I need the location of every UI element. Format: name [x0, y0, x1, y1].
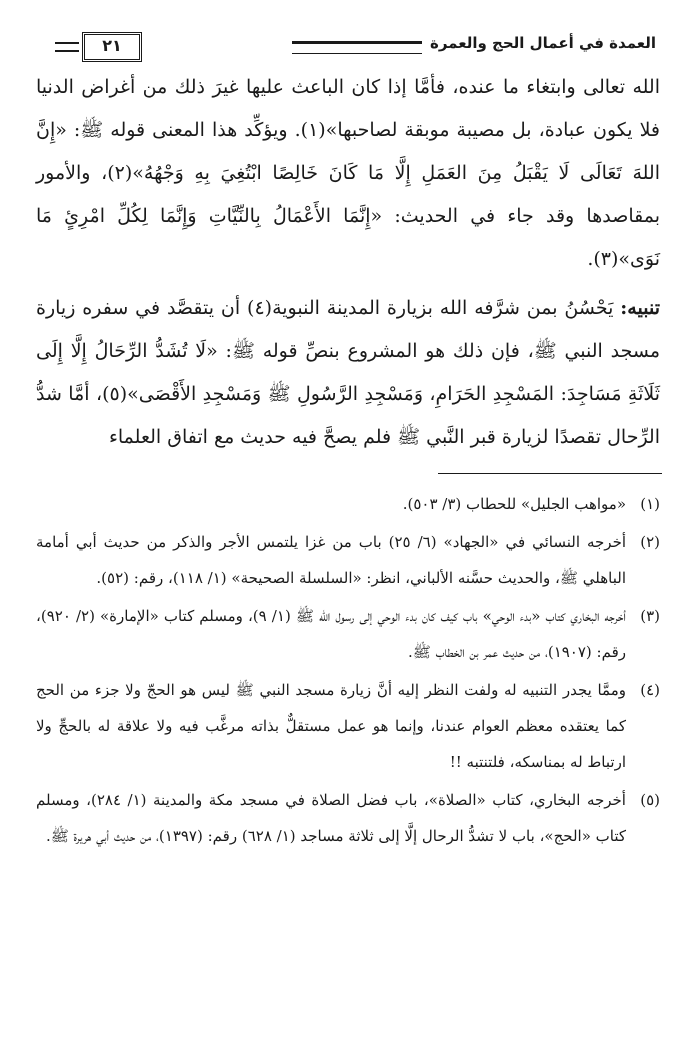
- notice-label: تنبيه:: [620, 297, 660, 319]
- footnote: [36, 598, 660, 670]
- footnote-text: أخرجه النسائي في «الجهاد» (٦/ ٢٥) باب من غزا يلتمس الأجر والذكر من حديث أبي أمامة الباهلي ﷺ، والحديث حسَّنه الألباني، انظر: «السلسلة الصحيحة» (١/ ١١٨)، رقم: (٥٢).: [36, 533, 627, 587]
- footnote: [36, 782, 660, 854]
- footnote: [36, 672, 660, 780]
- running-header: [52, 32, 656, 60]
- main-text: [36, 66, 660, 459]
- footnote: [36, 524, 660, 596]
- footnote-number: (٥): [640, 791, 660, 809]
- footnote: [36, 486, 660, 522]
- footnote-number: (٢): [640, 533, 660, 551]
- footnote-text: وممَّا يجدر التنبيه له ولفت النظر إليه أنَّ زيارة مسجد النبي ﷺ ليس هو الحجّ ولا جزء من الحج كما يعتقده معظم العوام عندنا، وإنما هو عمل مستقلٌّ بذاته مرغَّب فيه ولا علاقة له بالحجِّ ولا ارتباط له بمناسكه، فلتنتبه !!: [36, 681, 626, 771]
- footnote-number: (٤): [640, 681, 660, 699]
- footnote-separator: [438, 473, 662, 474]
- page-number: ٢١: [82, 32, 142, 62]
- footnote-number: (٣): [640, 607, 660, 625]
- footnotes: [36, 486, 660, 854]
- paragraph: الله تعالى وابتغاء ما عنده، فأمَّا إذا كان الباعث عليها غيرَ ذلك من أغراض الدنيا فلا يكون عبادة، بل مصيبة موبقة لصاحبها»(١). ويؤكِّد هذا المعنى قوله ﷺ: «إِنَّ اللهَ تَعَالَى لَا يَقْبَلُ مِنَ العَمَلِ إِلَّا مَا كَانَ خَالِصًا ابْتُغِيَ بِهِ وَجْهُهُ»(٢)، والأمور بمقاصدها وقد جاء في الحديث: «إِنَّمَا الأَعْمَالُ بِالنِّيَّاتِ وَإِنَّمَا لِكُلِّ امْرِئٍ مَا نَوَى»(٣).: [36, 76, 660, 270]
- book-title: العمدة في أعمال الحج والعمرة: [430, 34, 656, 52]
- footnote-text: «مواهب الجليل» للحطاب (٣/ ٥٠٣).: [402, 495, 626, 513]
- header-rule: [292, 41, 422, 54]
- footnote-text: أخرجه البخاري، كتاب «الصلاة»، باب فضل الصلاة في مسجد مكة والمدينة (١/ ٢٨٤)، ومسلم كتاب «الحج»، باب لا تشدُّ الرحال إلَّا إلى ثلاثة مساجد (١/ ٦٢٨) رقم: (١٣٩٧)، من حديث أبي هريرة ﷺ.: [36, 791, 626, 845]
- notice-text: يَحْسُنُ بمن شرَّفه الله بزيارة المدينة النبوية(٤) أن يتقصَّد في سفره زيارة مسجد النبي ﷺ، فإن ذلك هو المشروع بنصِّ قوله ﷺ: «لَا تُشَدُّ الرِّحَالُ إِلَّا إِلَى ثَلَاثَةِ مَسَاجِدَ: المَسْجِدِ الحَرَامِ، وَمَسْجِدِ الرَّسُولِ ﷺ وَمَسْجِدِ الأَقْصَى»(٥)، أمَّا شدُّ الرِّحال تقصدًا لزيارة قبر النَّبي ﷺ فلم يصحَّ فيه حديث مع اتفاق العلماء: [36, 297, 660, 448]
- notice-paragraph: [36, 287, 660, 459]
- footnote-text: أخرجه البخاري كتاب «بدء الوحي» باب كيف كان بدء الوحي إلى رسول الله ﷺ (١/ ٩)، ومسلم كتاب «الإمارة» (٢/ ٩٢٠)، رقم: (١٩٠٧)، من حديث عمر بن الخطاب ﷺ.: [36, 607, 627, 661]
- footnote-number: (١): [640, 495, 660, 513]
